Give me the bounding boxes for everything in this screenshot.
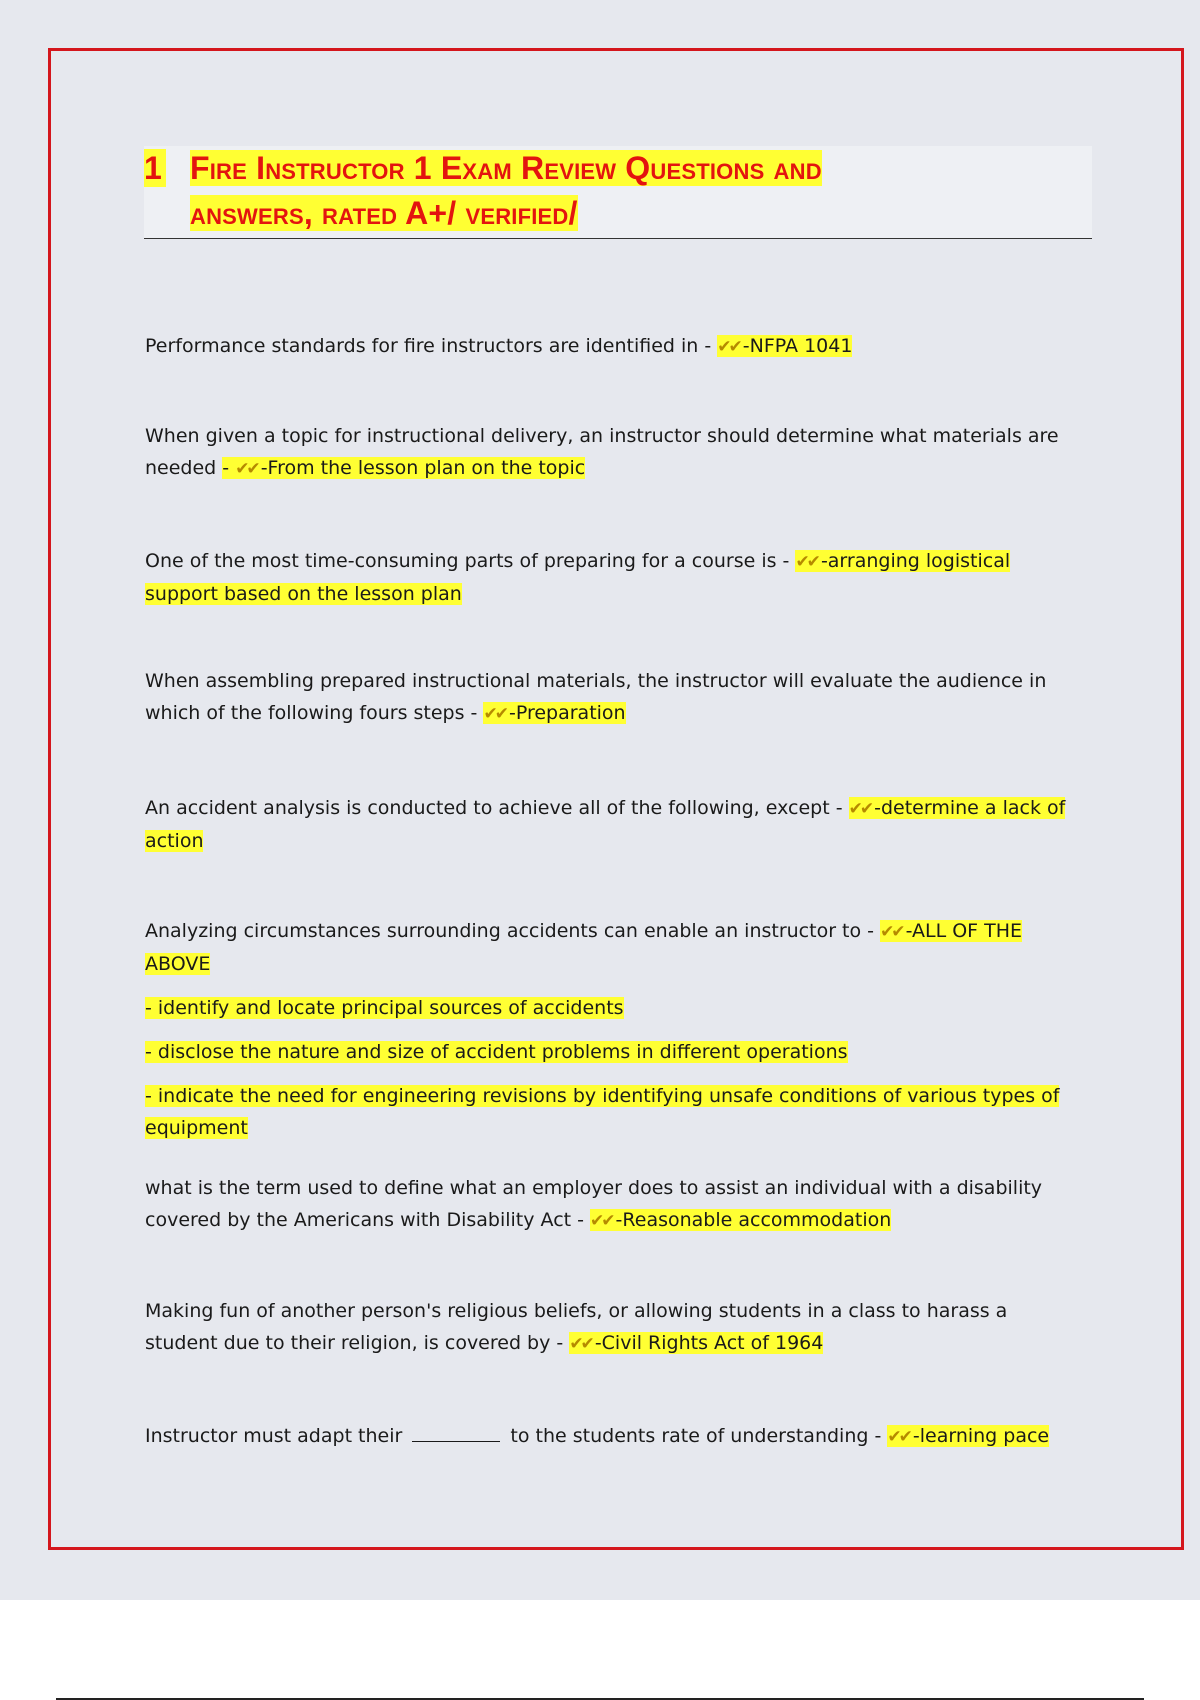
answer-prefix: -	[222, 457, 236, 479]
qa-item-2	[145, 420, 1085, 485]
question-text: Analyzing circumstances surrounding accidents can enable an instructor to -	[145, 920, 881, 942]
fill-in-blank	[412, 1421, 500, 1442]
answer-text: -determine a lack of action	[145, 797, 1066, 852]
question-text: When assembling prepared instructional materials, the instructor will evaluate the audience in which of the following fours steps -	[145, 670, 1047, 724]
question-text-end: to the students rate of understanding -	[504, 1425, 888, 1447]
title-line-2: answers, rated A+/ verified/	[190, 195, 578, 231]
qa-item-3	[145, 545, 1085, 610]
answer-detail-1: - identify and locate principal sources of accidents	[145, 997, 624, 1019]
answer-text: -ALL OF THE ABOVE	[145, 920, 1023, 975]
answer-text: -NFPA 1041	[742, 335, 853, 357]
answer-highlight	[222, 457, 585, 479]
qa-item-4	[145, 665, 1085, 730]
qa-item-6	[145, 915, 1085, 1144]
answer-highlight	[887, 1425, 1049, 1447]
question-text: When given a topic for instructional delivery, an instructor should determine what materials are needed	[145, 425, 1059, 479]
double-check-icon: ✔✔	[569, 1334, 592, 1354]
answer-text: -Civil Rights Act of 1964	[594, 1332, 824, 1354]
answer-text: -Reasonable accommodation	[615, 1209, 892, 1231]
answer-highlight	[483, 702, 625, 724]
qa-item-7	[145, 1172, 1085, 1237]
double-check-icon: ✔✔	[887, 1427, 910, 1447]
title-block	[144, 146, 1092, 239]
qa-item-9	[145, 1420, 1085, 1453]
answer-highlight	[717, 335, 852, 357]
question-text: One of the most time-consuming parts of preparing for a course is -	[145, 550, 796, 572]
answer-highlight	[590, 1209, 891, 1231]
answer-text: -arranging logistical support based on the lesson plan	[145, 550, 1011, 605]
qa-item-8	[145, 1295, 1085, 1360]
double-check-icon: ✔✔	[235, 459, 258, 479]
answer-highlight	[569, 1332, 823, 1354]
answer-detail-2: - disclose the nature and size of accident problems in different operations	[145, 1041, 848, 1063]
question-text: Making fun of another person's religious beliefs, or allowing students in a class to harass a student due to their religion, is covered by -	[145, 1300, 1008, 1354]
double-check-icon: ✔✔	[483, 704, 506, 724]
question-text: what is the term used to define what an employer does to assist an individual with a disability covered by the Americans with Disability Act -	[145, 1177, 1043, 1231]
answer-text: -learning pace	[912, 1425, 1050, 1447]
answer-text: -From the lesson plan on the topic	[260, 457, 586, 479]
double-check-icon: ✔✔	[795, 552, 818, 572]
qa-item-5	[145, 792, 1085, 857]
double-check-icon: ✔✔	[590, 1211, 613, 1231]
double-check-icon: ✔✔	[880, 922, 903, 942]
heading-number: 1	[144, 149, 166, 187]
question-text: Performance standards for fire instructors are identified in -	[145, 335, 718, 357]
qa-item-1	[145, 330, 1085, 363]
title-line-1: Fire Instructor 1 Exam Review Questions and	[190, 150, 822, 186]
page-title	[190, 146, 1010, 236]
question-text: An accident analysis is conducted to achieve all of the following, except -	[145, 797, 849, 819]
answer-text: -Preparation	[508, 702, 626, 724]
question-text-start: Instructor must adapt their	[145, 1425, 409, 1447]
double-check-icon: ✔✔	[717, 337, 740, 357]
answer-detail-3: - indicate the need for engineering revisions by identifying unsafe conditions of various types of equipment	[145, 1085, 1060, 1139]
double-check-icon: ✔✔	[848, 799, 872, 819]
